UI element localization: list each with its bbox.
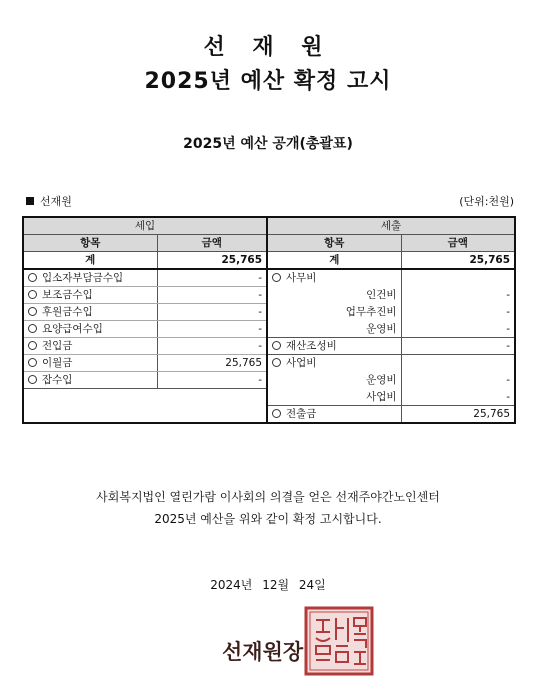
revenue-item-cell xyxy=(23,338,157,355)
official-seal-stamp xyxy=(304,606,374,676)
table-total-row xyxy=(23,252,515,270)
expense-subitem-label: 인건비 xyxy=(267,287,401,304)
revenue-total-amount: 25,765 xyxy=(157,252,267,270)
revenue-empty-cell xyxy=(157,405,267,423)
revenue-header: 세입 xyxy=(23,217,267,235)
revenue-item-amount: - xyxy=(157,338,267,355)
circle-bullet-icon xyxy=(272,341,281,350)
revenue-item-cell xyxy=(23,355,157,372)
revenue-item-label: 입소자부담금수입 xyxy=(42,272,124,284)
expense-subitem-label: 업무추진비 xyxy=(267,304,401,321)
expense-col-amount: 금액 xyxy=(401,235,515,252)
expense-header: 세출 xyxy=(267,217,515,235)
expense-property-label: 재산조성비 xyxy=(286,340,337,352)
revenue-item-cell xyxy=(23,304,157,321)
table-column-header-row xyxy=(23,235,515,252)
expense-subitem-amount: - xyxy=(506,306,511,318)
revenue-item-cell xyxy=(23,372,157,389)
square-bullet-icon xyxy=(26,197,34,205)
revenue-empty-cell xyxy=(23,389,157,406)
table-row xyxy=(23,405,515,423)
revenue-item-cell xyxy=(23,287,157,304)
org-label: 선재원 xyxy=(40,195,72,208)
expense-item-cell xyxy=(267,355,401,372)
title-line1: 선 재 원 xyxy=(203,35,333,60)
revenue-col-amount: 금액 xyxy=(157,235,267,252)
circle-bullet-icon xyxy=(28,324,37,333)
table-row xyxy=(23,321,515,338)
revenue-item-label: 후원금수입 xyxy=(42,306,93,318)
table-row xyxy=(23,269,515,287)
expense-subitem-amount: - xyxy=(506,289,511,301)
title-line2: 2025년 예산 확정 고시 xyxy=(144,69,392,94)
unit-label: (단위:천원) xyxy=(459,195,514,208)
expense-subitem-amount: - xyxy=(506,374,511,386)
revenue-item-amount: - xyxy=(157,372,267,389)
circle-bullet-icon xyxy=(272,409,281,418)
expense-total-label: 계 xyxy=(267,252,401,270)
revenue-item-amount: - xyxy=(157,304,267,321)
expense-subitem-amount: - xyxy=(401,389,515,406)
circle-bullet-icon xyxy=(272,358,281,367)
expense-item-cell xyxy=(267,405,401,423)
budget-summary-table xyxy=(22,216,516,424)
expense-item-cell xyxy=(267,338,401,355)
revenue-item-label: 이월금 xyxy=(42,357,73,369)
expense-transfer-label: 전출금 xyxy=(286,407,317,420)
revenue-empty-cell xyxy=(157,389,267,406)
expense-item-amount xyxy=(401,269,515,287)
notice-line1: 사회복지법인 열린가람 이사회의 의결을 얻은 선재주야간노인센터 xyxy=(96,490,440,504)
revenue-item-amount: - xyxy=(157,287,267,304)
notice-date: 2024년 12월 24일 xyxy=(210,578,326,592)
table-row xyxy=(23,287,515,304)
expense-subitem-amount: - xyxy=(506,322,511,335)
table-row xyxy=(23,355,515,372)
org-label-row xyxy=(26,193,72,209)
expense-item-cell xyxy=(267,269,401,287)
notice-line2: 2025년 예산을 위와 같이 확정 고시합니다. xyxy=(154,512,382,526)
notice-text xyxy=(0,486,536,530)
circle-bullet-icon xyxy=(28,273,37,282)
table-row xyxy=(23,389,515,406)
expense-transfer-amount: 25,765 xyxy=(473,407,511,420)
signature-name: 선재원장 xyxy=(222,640,304,664)
expense-subitem-label: 운영비 xyxy=(267,321,401,338)
table-row xyxy=(23,304,515,321)
revenue-empty-cell xyxy=(23,405,157,423)
revenue-col-item: 항목 xyxy=(23,235,157,252)
revenue-item-amount: - xyxy=(157,269,267,287)
expense-total-amount: 25,765 xyxy=(401,252,515,270)
table-row xyxy=(23,338,515,355)
circle-bullet-icon xyxy=(28,307,37,316)
expense-property-amount: - xyxy=(401,338,515,355)
revenue-item-cell xyxy=(23,269,157,287)
revenue-item-cell xyxy=(23,321,157,338)
revenue-item-label: 전입금 xyxy=(42,340,73,352)
subtitle: 2025년 예산 공개(총괄표) xyxy=(183,136,353,152)
expense-item-amount xyxy=(401,355,515,372)
table-row xyxy=(23,372,515,389)
expense-subitem-label: 운영비 xyxy=(267,372,401,389)
circle-bullet-icon xyxy=(28,375,37,384)
expense-subitem-label: 사업비 xyxy=(267,389,401,406)
revenue-item-label: 보조금수입 xyxy=(42,289,93,301)
table-section-header-row xyxy=(23,217,515,235)
circle-bullet-icon xyxy=(272,273,281,282)
circle-bullet-icon xyxy=(28,290,37,299)
revenue-item-amount: 25,765 xyxy=(157,355,267,372)
expense-business-label: 사업비 xyxy=(286,357,317,370)
revenue-item-label: 요양급여수입 xyxy=(42,323,103,335)
expense-admin-label: 사무비 xyxy=(286,272,317,285)
circle-bullet-icon xyxy=(28,358,37,367)
revenue-item-amount: - xyxy=(157,321,267,338)
revenue-item-label: 잡수입 xyxy=(42,374,73,386)
expense-col-item: 항목 xyxy=(267,235,401,252)
revenue-total-label: 계 xyxy=(23,252,157,270)
circle-bullet-icon xyxy=(28,341,37,350)
